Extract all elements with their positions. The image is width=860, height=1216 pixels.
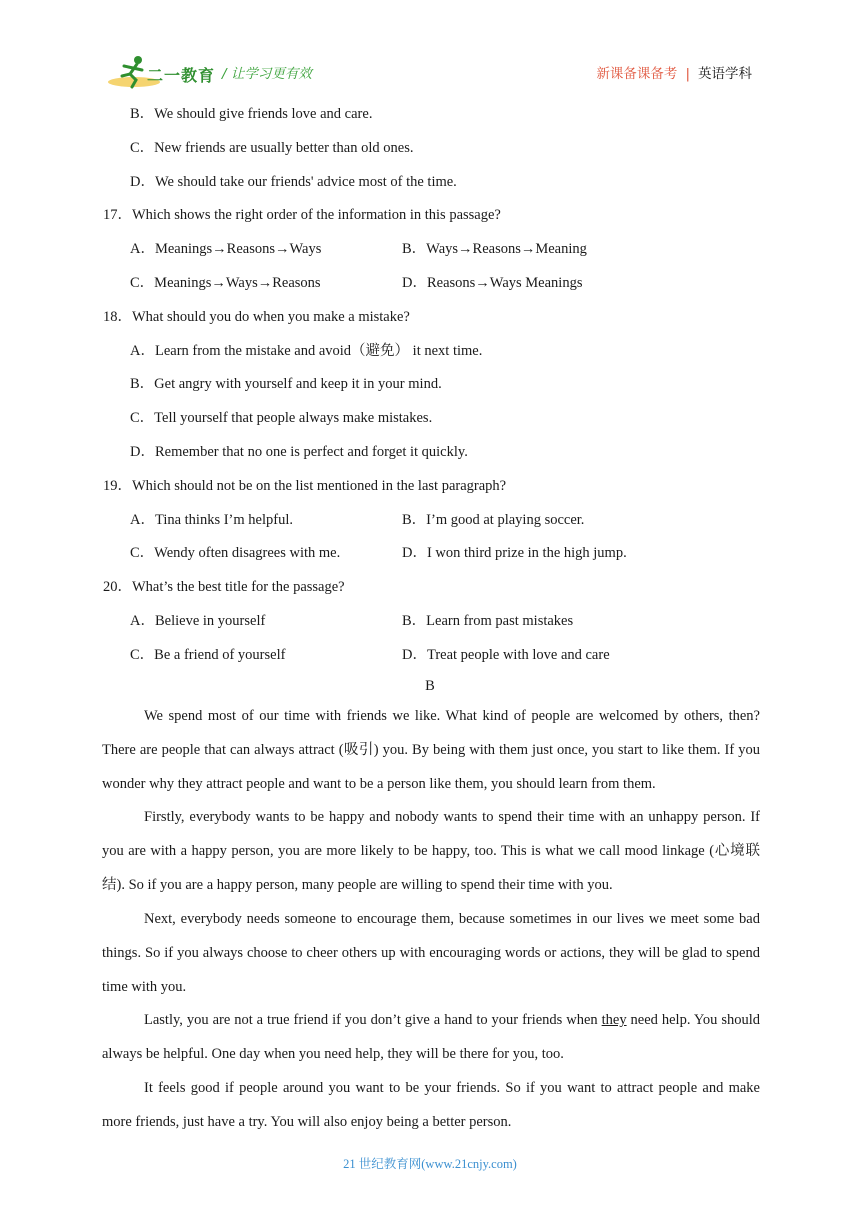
q20-option-b: B．Learn from past mistakes [402,613,574,629]
q18-option-d: D．Remember that no one is perfect and forget it quickly. [130,444,468,460]
q20-option-a: A．Believe in yourself [130,613,266,629]
q16-option-c: C．New friends are usually better than old ones. [130,140,414,156]
p4-text-before: Lastly, you are not a true friend if you don’t give a hand to your friends when [144,1012,602,1028]
header-slogan: / 让学习更有效 [222,66,312,82]
header-category: 新课备课备考 [596,66,678,82]
q17-option-d: D．Reasons→Ways Meanings [402,275,583,291]
q19-option-a: A．Tina thinks I’m helpful. [130,512,293,528]
q19-option-b: B．I’m good at playing soccer. [402,512,585,528]
q20-question: 20．What’s the best title for the passage? [103,579,345,595]
q18-option-b: B．Get angry with yourself and keep it in your mind. [130,376,442,392]
page-footer: 21 世纪教育网(www.21cnjy.com) [343,1157,517,1171]
header-separator: | [685,66,690,82]
passage-paragraph-5: It feels good if people around you want to be your friends. So if you want to attract people and make more friends, just have a try. You will also enjoy being a better person. [102,1080,760,1130]
q19-option-c: C．Wendy often disagrees with me. [130,545,341,561]
q16-option-d: D．We should take our friends' advice most of the time. [130,174,457,190]
q17-option-b: B．Ways→Reasons→Meaning [402,241,587,257]
passage-paragraph-3: Next, everybody needs someone to encourage them, because sometimes in our lives we meet some bad things. So if you always choose to cheer others up with encouraging words or actions, they will be glad to spend time with you. [102,911,760,995]
logo-text: 二一教育 [147,66,216,85]
q19-option-d: D．I won third prize in the high jump. [402,545,627,561]
q20-option-c: C．Be a friend of yourself [130,647,286,663]
q17-option-a: A．Meanings→Reasons→Ways [130,241,322,257]
header-right [596,62,752,82]
page-header [0,0,860,100]
q18-question: 18．What should you do when you make a mistake? [103,309,410,325]
q18-option-a: A．Learn from the mistake and avoid（避免） it next time. [130,343,483,359]
section-b-label: B [425,678,435,694]
q17-option-c: C．Meanings→Ways→Reasons [130,275,321,291]
q19-question: 19．Which should not be on the list mentioned in the last paragraph? [103,478,507,494]
passage-paragraph-1: We spend most of our time with friends we like. What kind of people are welcomed by others, then? There are people that can always attract (吸引) you. By being with them just once, you start to like them. If you wonder why they attract people and want to be a person like them, you should learn from them. [102,708,760,792]
q20-option-d: D．Treat people with love and care [402,647,610,663]
p4-text-after: need help. You should always be helpful. One day when you need help, they will be there for you, too. [102,1012,760,1062]
passage-paragraph-2: Firstly, everybody wants to be happy and nobody wants to spend their time with an unhappy person. If you are with a happy person, you are more likely to be happy, too. This is what we call mood linkage (心境联结). So if you are a happy person, many people are willing to spend their time with you. [102,809,760,893]
header-subject: 英语学科 [698,66,752,82]
q17-question: 17．Which shows the right order of the information in this passage? [103,207,501,223]
passage-paragraph-4 [102,1003,760,1071]
p4-underlined-word: they [601,1012,627,1028]
q16-option-b: B．We should give friends love and care. [130,106,373,122]
q18-option-c: C．Tell yourself that people always make mistakes. [130,410,433,426]
